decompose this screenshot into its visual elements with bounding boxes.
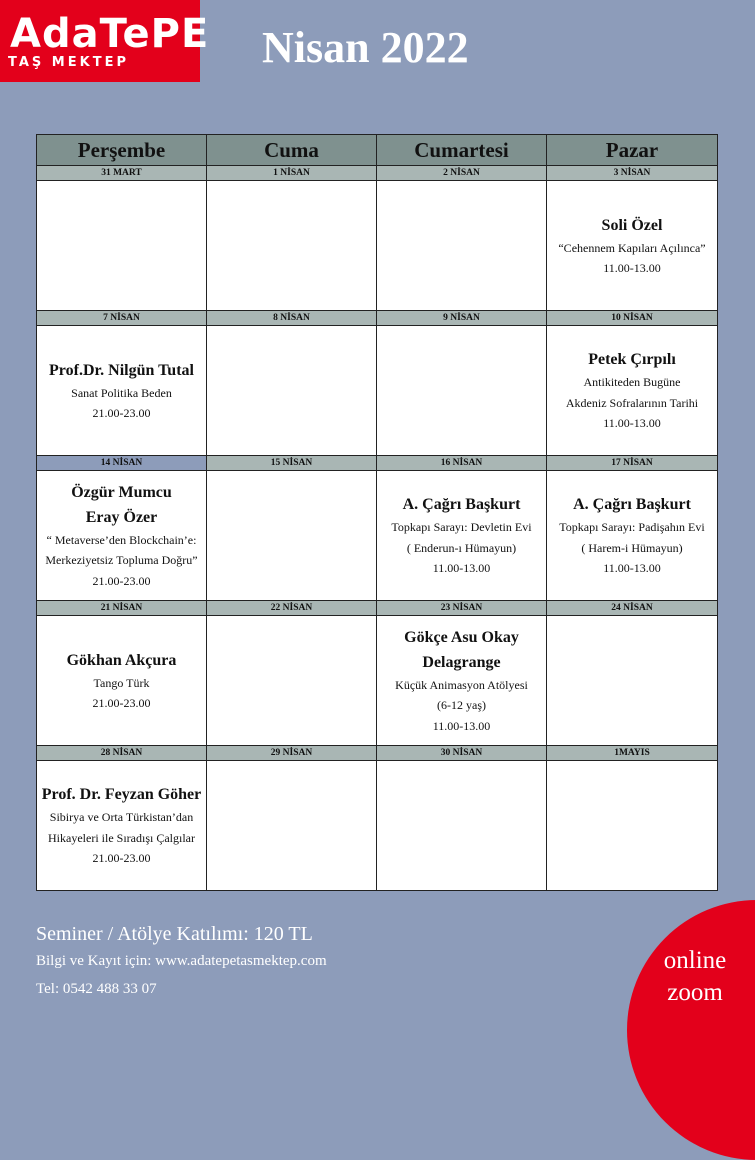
logo-subtitle: TAŞ MEKTEP (8, 55, 129, 70)
date-label: 28 NİSAN (37, 746, 207, 760)
date-label: 16 NİSAN (377, 456, 547, 470)
date-row (37, 310, 717, 326)
day-cell (207, 181, 377, 310)
day-cell (207, 616, 377, 745)
date-label: 17 NİSAN (611, 458, 653, 468)
page-title: Nisan 2022 (262, 23, 469, 72)
date-row (37, 166, 717, 181)
online-badge (627, 900, 755, 1160)
date-label: 29 NİSAN (207, 746, 377, 760)
badge-line-online: online (663, 947, 727, 974)
event-detail: Sibirya ve Orta Türkistan’dan (49, 810, 194, 825)
speaker-name: A. Çağrı Başkurt (402, 496, 521, 514)
event-calendar (36, 134, 718, 891)
speaker-name: Gökçe Asu Okay (404, 628, 519, 646)
participation-fee: Seminer / Atölye Katılımı: 120 TL (36, 923, 313, 945)
event-detail: Topkapı Sarayı: Devletin Evi (391, 520, 532, 535)
day-cell (547, 326, 717, 455)
event-detail: Topkapı Sarayı: Padişahın Evi (559, 520, 705, 535)
speaker-name: Prof.Dr. Nilgün Tutal (49, 361, 194, 379)
day-cell (547, 181, 717, 310)
weekday-header-row (37, 135, 717, 166)
day-cell (37, 471, 207, 600)
event-detail: Akdeniz Sofralarının Tarihi (565, 395, 699, 410)
event-detail: Antikiteden Bugüne (583, 375, 681, 390)
event-detail: Merkeziyetsiz Topluma Doğru” (45, 553, 198, 568)
week-row (37, 326, 717, 455)
weekday-header: Cuma (207, 135, 377, 165)
day-cell (207, 326, 377, 455)
week-row (37, 471, 717, 600)
event-detail: Küçük Animasyon Atölyesi (395, 677, 528, 692)
date-label: 1MAYIS (614, 748, 650, 758)
speaker-name: Petek Çırpılı (588, 351, 676, 369)
day-cell (207, 761, 377, 890)
day-cell (37, 761, 207, 890)
weekday-header: Pazar (605, 137, 659, 162)
date-row (37, 745, 717, 761)
brand-logo (0, 0, 210, 82)
day-cell (377, 181, 547, 310)
phone-number: Tel: 0542 488 33 07 (36, 981, 157, 997)
date-row (37, 455, 717, 471)
date-label: 23 NİSAN (377, 601, 547, 615)
date-label: 31 MART (37, 166, 207, 180)
day-cell (37, 326, 207, 455)
event-detail: Tango Türk (93, 675, 150, 690)
speaker-name: Gökhan Akçura (66, 651, 177, 669)
day-cell (547, 616, 717, 745)
event-detail: 11.00-13.00 (603, 416, 661, 431)
event-detail: “ Metaverse’den Blockchain’e: (46, 532, 197, 547)
speaker-name: A. Çağrı Başkurt (573, 496, 691, 514)
speaker-name: Eray Özer (85, 508, 158, 526)
date-label: 1 NİSAN (207, 166, 377, 180)
event-detail: (6-12 yaş) (437, 698, 486, 713)
weekday-header: Cumartesi (377, 135, 547, 165)
date-label: 2 NİSAN (377, 166, 547, 180)
event-detail: 11.00-13.00 (432, 561, 491, 576)
event-detail: 11.00-13.00 (603, 561, 661, 576)
date-label: 9 NİSAN (377, 311, 547, 325)
day-cell (37, 181, 207, 310)
logo-wordmark: AdaTePE (10, 11, 210, 57)
day-cell (547, 471, 717, 600)
date-label: 7 NİSAN (37, 311, 207, 325)
speaker-name: Delagrange (422, 653, 501, 671)
event-detail: 21.00-23.00 (92, 573, 151, 588)
online-zoom-label (645, 945, 745, 1009)
event-detail: 21.00-23.00 (92, 406, 151, 420)
event-detail: 11.00-13.00 (432, 718, 491, 733)
speaker-name: Prof. Dr. Feyzan Göher (41, 786, 202, 804)
date-label: 21 NİSAN (37, 601, 207, 615)
day-cell (547, 761, 717, 890)
weekday-header: Perşembe (37, 135, 207, 165)
event-detail: 21.00-23.00 (92, 851, 151, 866)
event-detail: ( Enderun-ı Hümayun) (406, 540, 517, 555)
day-cell (37, 616, 207, 745)
week-row (37, 616, 717, 745)
event-detail: Hikayeleri ile Sıradışı Çalgılar (48, 830, 195, 845)
event-detail: 11.00-13.00 (603, 261, 661, 275)
day-cell (377, 471, 547, 600)
day-cell (377, 761, 547, 890)
event-detail: ( Harem-i Hümayun) (581, 540, 683, 555)
date-label: 3 NİSAN (613, 168, 651, 178)
day-cell (377, 616, 547, 745)
week-row (37, 761, 717, 890)
speaker-name: Özgür Mumcu (71, 483, 172, 501)
day-cell (377, 326, 547, 455)
date-label: 15 NİSAN (207, 456, 377, 470)
event-detail: 21.00-23.00 (92, 696, 151, 710)
speaker-name: Soli Özel (601, 216, 663, 234)
day-cell (207, 471, 377, 600)
date-label: 10 NİSAN (611, 313, 653, 323)
date-label: 24 NİSAN (611, 603, 653, 613)
date-label: 14 NİSAN (37, 456, 207, 470)
event-detail: “Cehennem Kapıları Açılınca” (558, 240, 706, 255)
badge-line-zoom: zoom (667, 979, 723, 1006)
date-row (37, 600, 717, 616)
date-label: 30 NİSAN (377, 746, 547, 760)
week-row (37, 181, 717, 310)
event-detail: Sanat Politika Beden (71, 385, 172, 400)
date-label: 8 NİSAN (207, 311, 377, 325)
registration-info: Bilgi ve Kayıt için: www.adatepetasmektep.com (36, 953, 327, 969)
date-label: 22 NİSAN (207, 601, 377, 615)
